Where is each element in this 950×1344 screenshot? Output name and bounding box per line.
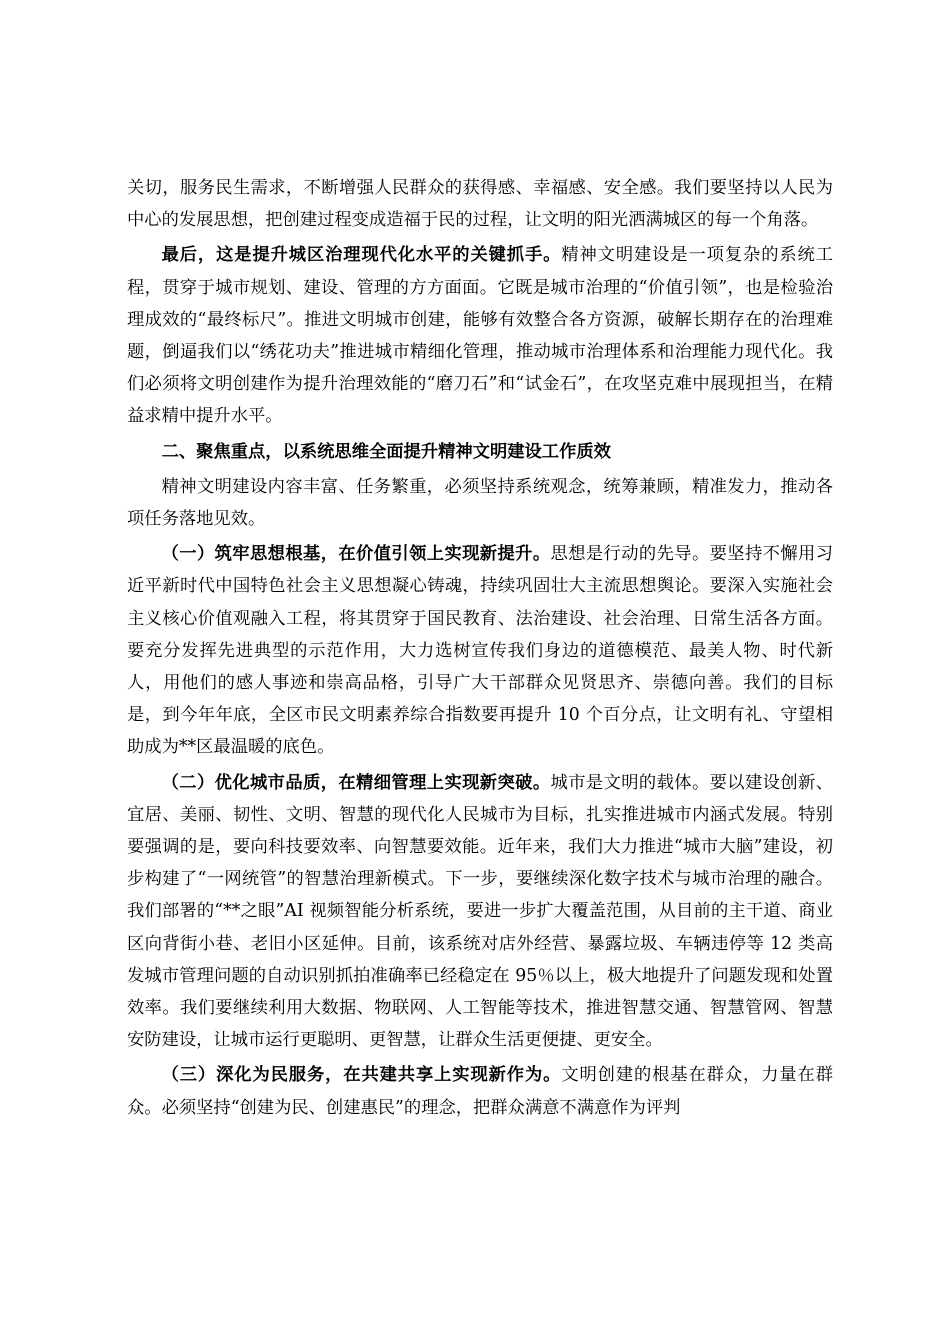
paragraph-text: 文明创建的根基在群众，力量在群众。必须坚持“创建为民、创建惠民”的理念，把群众满意不满意作为评判 [127, 1065, 833, 1118]
paragraph-continuation [127, 172, 833, 236]
document-page [127, 172, 833, 1127]
paragraph-governance [127, 239, 833, 432]
paragraph-item-3 [127, 1059, 833, 1123]
paragraph-item-2 [127, 767, 833, 1057]
paragraph-lead: 最后，这是提升城区治理现代化水平的关键抓手。 [161, 245, 562, 266]
section-heading-text: 二、聚焦重点，以系统思维全面提升精神文明建设工作质效 [161, 441, 611, 462]
paragraph-text: 精神文明建设内容丰富、任务繁重，必须坚持系统观念，统筹兼顾，精准发力，推动各项任务落地见效。 [127, 476, 833, 530]
paragraph-lead: （二）优化城市品质，在精细管理上实现新突破。 [161, 772, 551, 793]
paragraph-section-intro [127, 471, 833, 535]
section-heading-2 [127, 436, 833, 468]
paragraph-lead: （一）筑牢思想根基，在价值引领上实现新提升。 [161, 544, 551, 565]
paragraph-text: 城市是文明的载体。要以建设创新、宜居、美丽、韧性、文明、智慧的现代化人民城市为目标，扎实推进城市内涵式发展。特别要强调的是，要向科技要效率、向智慧要效能。近年来，我们大力推进“城市大脑”建设，初步构建了“一网统管”的智慧治理新模式。下一步，要继续深化数字技术与城市治理的融合。我们部署的“**之眼”AI 视频智能分析系统，要进一步扩大覆盖范围，从目前的主干道、商业区向背街小巷、老旧小区延伸。目前，该系统对店外经营、暴露垃圾、车辆违停等 12 类高发城市管理问题的自动识别抓拍准确率已经稳定在 95％以上，极大地提升了问题发现和处置效率。我们要继续利用大数据、物联网、人工智能等技术，推进智慧交通、智慧管网、智慧安防建设，让城市运行更聪明、更智慧，让群众生活更便捷、更安全。 [127, 772, 833, 1051]
paragraph-text: 思想是行动的先导。要坚持不懈用习近平新时代中国特色社会主义思想凝心铸魂，持续巩固壮大主流思想舆论。要深入实施社会主义核心价值观融入工程，将其贯穿于国民教育、法治建设、社会治理、日常生活各方面。要充分发挥先进典型的示范作用，大力选树宣传我们身边的道德模范、最美人物、时代新人，用他们的感人事迹和崇高品格，引导广大干部群众见贤思齐、崇德向善。我们的目标是，到今年年底，全区市民文明素养综合指数要再提升 10 个百分点，让文明有礼、守望相助成为**区最温暖的底色。 [127, 544, 833, 758]
paragraph-text: 精神文明建设是一项复杂的系统工程，贯穿于城市规划、建设、管理的方方面面。它既是城市治理的“价值引领”，也是检验治理成效的“最终标尺”。推进文明城市创建，能够有效整合各方资源，破解长期存在的治理难题，倒逼我们以“绣花功夫”推进城市精细化管理，推动城市治理体系和治理能力现代化。我们必须将文明创建作为提升治理效能的“磨刀石”和“试金石”，在攻坚克难中展现担当，在精益求精中提升水平。 [127, 245, 833, 427]
paragraph-item-1 [127, 538, 833, 763]
paragraph-lead: （三）深化为民服务，在共建共享上实现新作为。 [161, 1065, 562, 1086]
paragraph-text: 关切，服务民生需求，不断增强人民群众的获得感、幸福感、安全感。我们要坚持以人民为中心的发展思想，把创建过程变成造福于民的过程，让文明的阳光洒满城区的每一个角落。 [127, 178, 833, 231]
